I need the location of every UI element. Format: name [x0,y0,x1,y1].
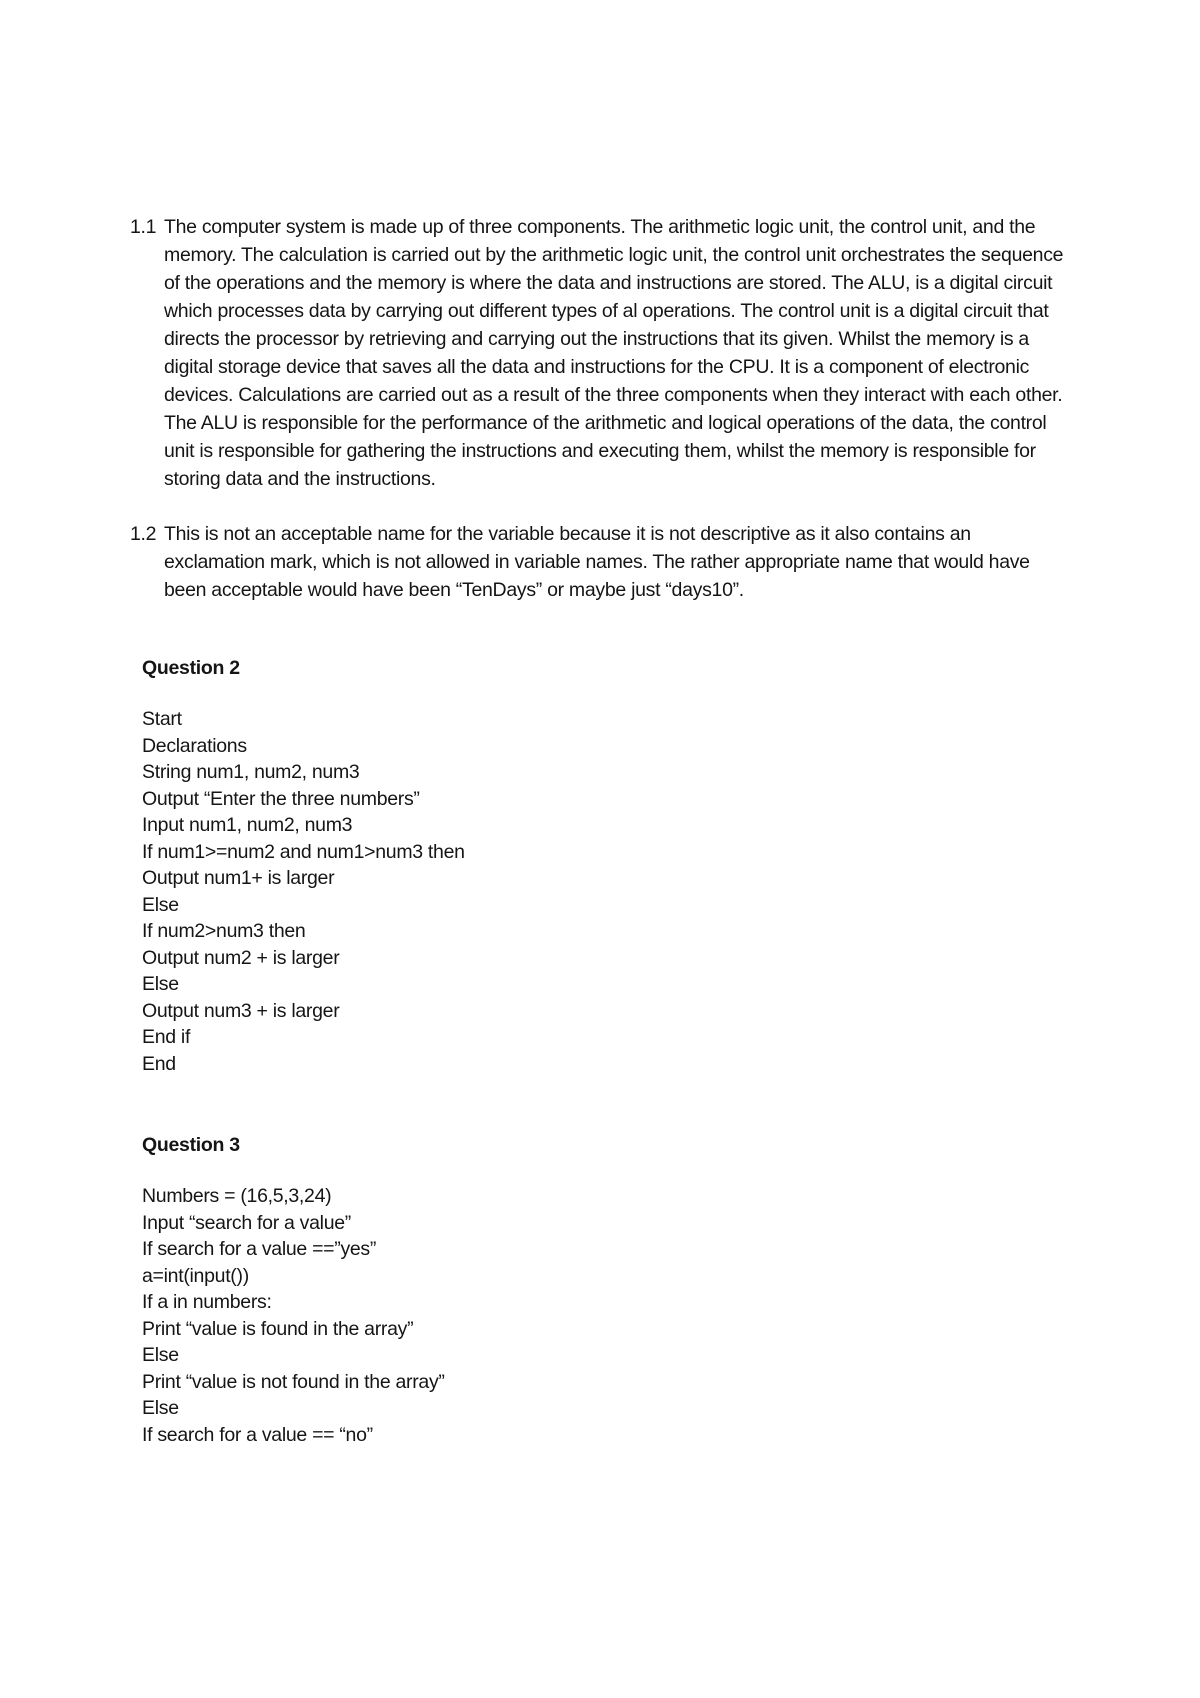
code-line: If a in numbers: [142,1291,272,1313]
code-line: Else [142,1344,179,1366]
code-line: If num1>=num2 and num1>num3 then [142,840,465,863]
code-line: Else [142,1397,179,1419]
code-line: Output num3 + is larger [142,999,340,1022]
question-3-heading: Question 3 [142,1134,240,1156]
code-line: Print “value is not found in the array” [142,1370,445,1393]
answer-number: 1.1 [130,216,157,238]
code-line: Declarations [142,734,247,757]
code-line: If search for a value == “no” [142,1423,373,1446]
code-line: Start [142,708,182,730]
code-line: Output “Enter the three numbers” [142,787,420,810]
answer-text: The computer system is made up of three components. The arithmetic logic unit, the control unit, and the memory. The calculation is carried out by the arithmetic logic unit, the control unit orchestrates the sequence of the operations and the memory is where the data and instructions are stored. The ALU, is a digital circuit which processes data by carrying out different types of al operations. The control unit is a digital circuit that directs the processor by retrieving and carrying out the instructions that its given. Whilst the memory is a digital storage device that saves all the data and instructions for the CPU. It is a component of electronic devices. Calculations are carried out as a result of the three components when they interact with each other. The ALU is responsible for the performance of the arithmetic and logical operations of the data, the control unit is responsible for gathering the instructions and executing them, whilst the memory is responsible for storing data and the instructions. [164,216,1064,490]
question-2-heading: Question 2 [142,657,240,679]
answer-number: 1.2 [130,523,157,545]
code-line: If num2>num3 then [142,920,306,942]
page-content [130,213,1065,1448]
code-line: End [142,1052,176,1075]
answer-item-1-2 [130,520,1065,604]
question-3-pseudocode [142,1183,1065,1448]
code-line: Print “value is found in the array” [142,1317,414,1340]
code-line: Output num1+ is larger [142,867,335,889]
code-line: Numbers = (16,5,3,24) [142,1185,332,1207]
answer-text: This is not an acceptable name for the variable because it is not descriptive as it also contains an exclamation mark, which is not allowed in variable names. The rather appropriate name that would have been acceptable would have been “TenDays” or maybe just “days10”. [164,523,1030,601]
code-line: String num1, num2, num3 [142,761,360,783]
code-line: a=int(input()) [142,1264,249,1287]
answer-item-1-1 [130,213,1065,493]
code-line: If search for a value ==”yes” [142,1238,377,1260]
question-2-pseudocode [142,706,1065,1077]
code-line: Else [142,893,179,916]
code-line: Input “search for a value” [142,1211,351,1234]
code-line: End if [142,1026,191,1048]
code-line: Output num2 + is larger [142,946,340,969]
code-line: Input num1, num2, num3 [142,814,353,836]
code-line: Else [142,973,179,995]
